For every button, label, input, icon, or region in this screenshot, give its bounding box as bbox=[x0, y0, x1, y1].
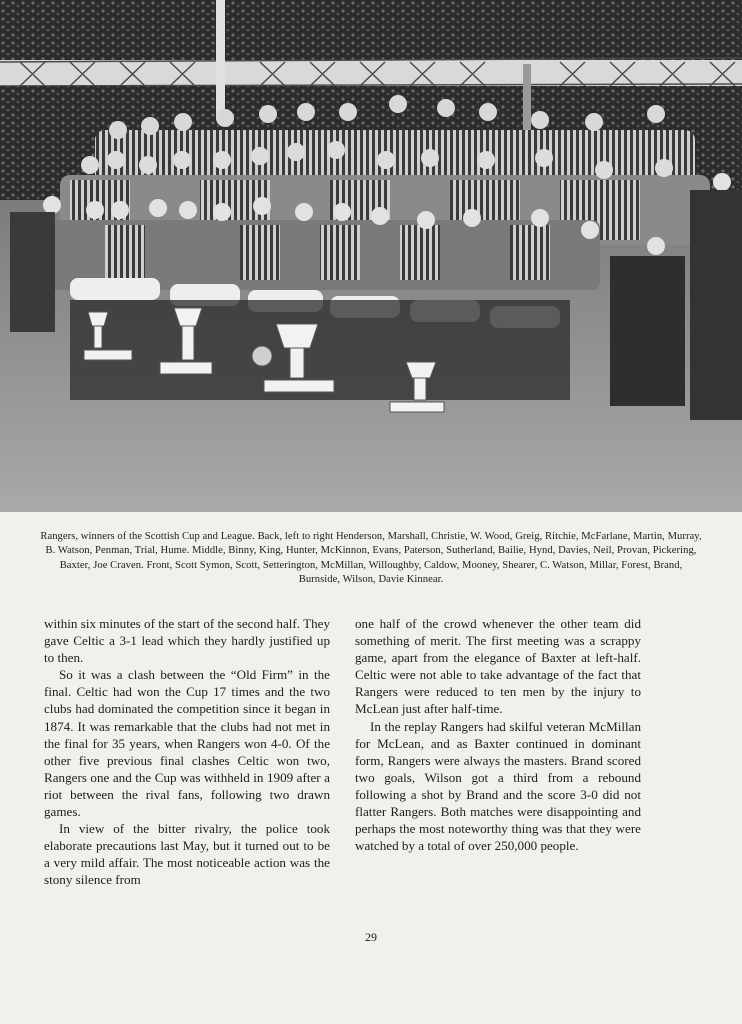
paragraph: So it was a clash between the “Old Firm” in the final. Celtic had won the Cup 17 times and the two clubs had dominated the competition since it began in 1874. It was remarkable that the clubs had not met in the final for 35 years, when Rangers won 4-0. Of the other five previous final clashes Celtic won two, Rangers one and the Cup was withheld in 1909 after a riot between the rival fans, following two drawn games. bbox=[44, 667, 330, 820]
paragraph: within six minutes of the start of the second half. They gave Celtic a 3-1 lead which they hardly justified up to then. bbox=[44, 616, 330, 666]
left-column bbox=[44, 615, 330, 889]
paragraph: In view of the bitter rivalry, the police took elaborate precautions last May, but it turned out to be a very mild affair. The most noticeable action was the stony silence from bbox=[44, 821, 330, 888]
photo-caption: Rangers, winners of the Scottish Cup and League. Back, left to right Henderson, Marshall, Christie, W. Wood, Greig, Ritchie, McFarlane, Martin, Murray, B. Watson, Penman, Trial, Hume. Middle, Binny, King, Hunter, McKinnon, Evans, Paterson, Sutherland, Bailie, Hynd, Davies, Neil, Provan, Pickering, Baxter, Joe Craven. Front, Scott Symon, Scott, Setterington, McMillan, Willoughby, Caldow, Mooney, Shearer, C. Watson, Millar, Forest, Brand, Burnside, Wilson, Davie Kinnear. bbox=[40, 531, 702, 586]
right-column bbox=[355, 615, 641, 854]
paragraph: In the replay Rangers had skilful veteran McMillan for McLean, and as Baxter continued in dominant form, Rangers were always the masters. Brand scored two goals, Wilson got a third from a rebound following a shot by Brand and the score 3-0 did not flatter Rangers. Both matches were disappointing and perhaps the most noteworthy thing was that they were watched by a total of over 250,000 people. bbox=[355, 718, 641, 854]
page-number: 29 bbox=[365, 930, 377, 944]
paragraph: one half of the crowd whenever the other team did something of merit. The first meeting was a scrappy game, apart from the elegance of Baxter at left-half. Celtic were not able to take advantage of the fact that Rangers were reduced to ten men by the injury to McLean just after half-time. bbox=[355, 616, 641, 717]
